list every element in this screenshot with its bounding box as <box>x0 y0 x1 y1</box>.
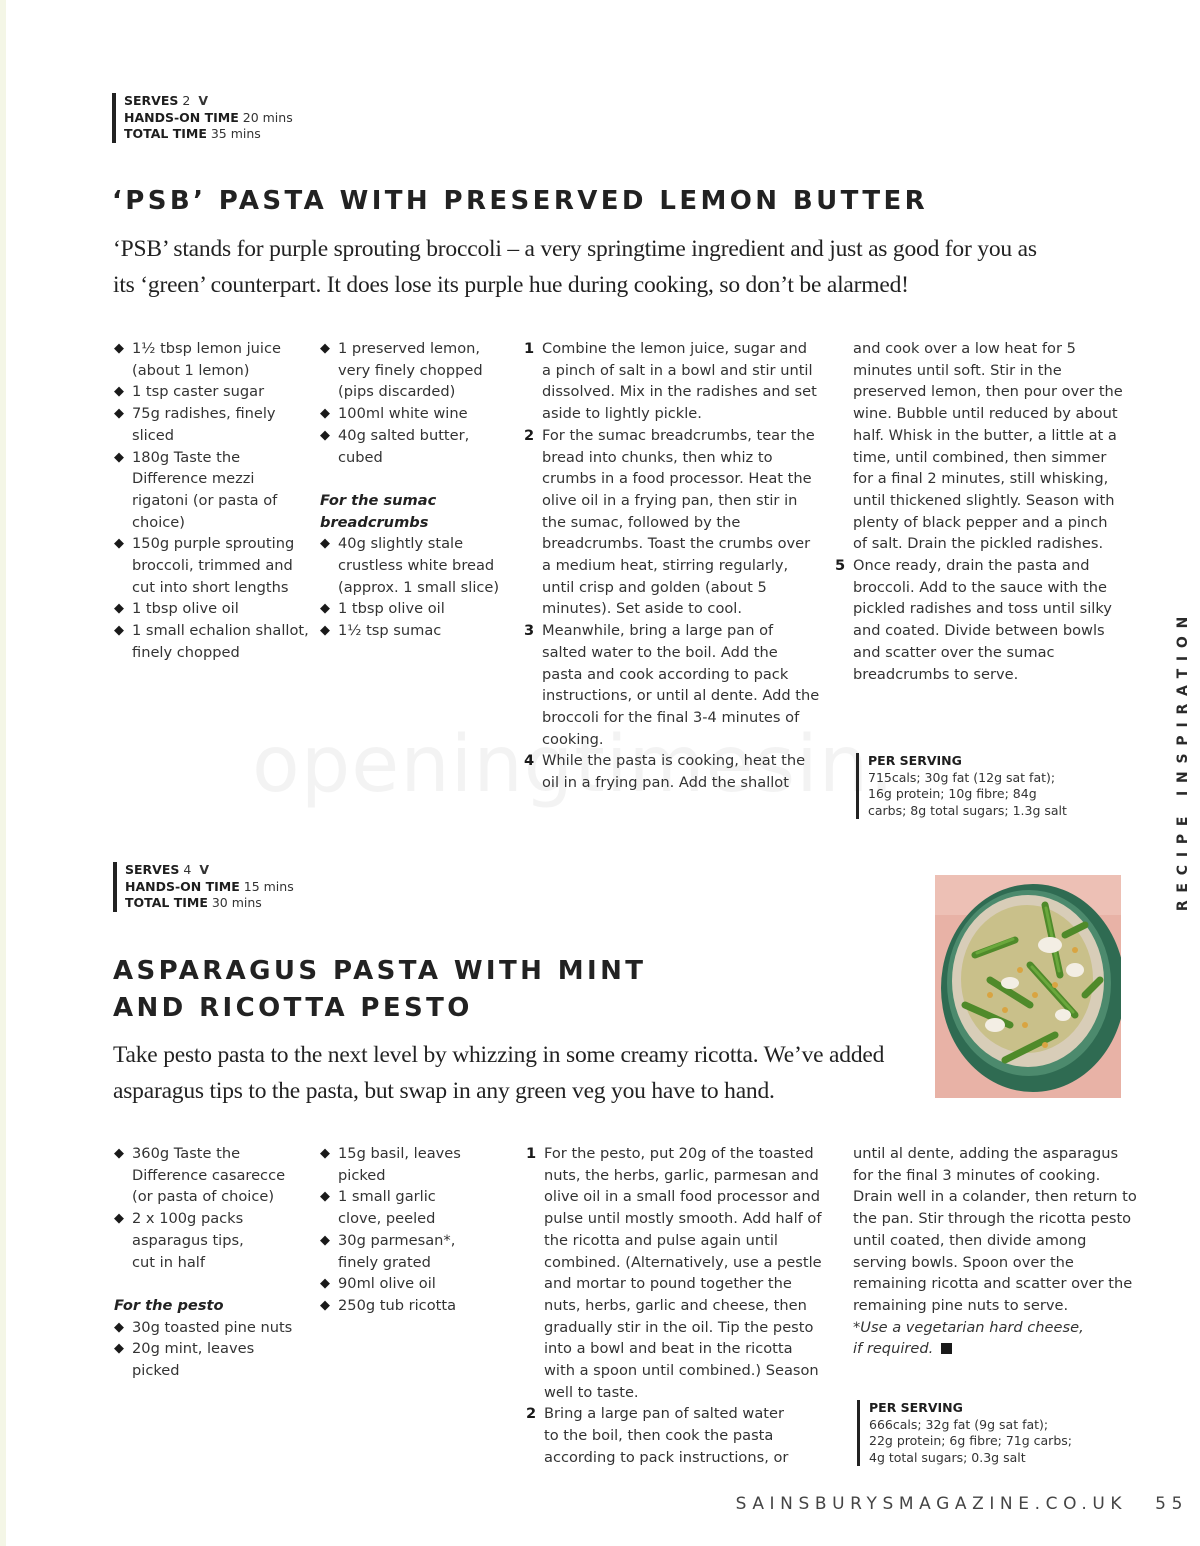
method-step: 5 Once ready, drain the pasta and broccoli. Add to the sauce with the pickled radishes and toss until silky and coated. Divide between bowls and scatter over the sumac breadcrumbs to serve. <box>835 557 1112 683</box>
diamond-bullet-icon: ◆ <box>320 1146 330 1161</box>
diamond-bullet-icon: ◆ <box>320 1276 330 1292</box>
diamond-bullet-icon: ◆ <box>320 536 330 552</box>
website-url: SAINSBURYSMAGAZINE.CO.UK <box>735 1494 1128 1514</box>
vegetarian-badge: V <box>198 93 208 108</box>
total-time: TOTAL TIME 30 mins <box>125 895 262 910</box>
ingredient-item: ◆ 75g radishes, finely sliced <box>114 405 276 444</box>
diamond-bullet-icon: ◆ <box>114 1341 124 1357</box>
method-step: 2 Bring a large pan of salted water to the boil, then cook the pasta according to pack instructions, or <box>526 1405 789 1466</box>
ingredient-item: ◆ 100ml white wine <box>320 403 510 425</box>
method-step: 2 For the sumac breadcrumbs, tear the bread into chunks, then whiz to crumbs in a food processor. Heat the olive oil in a frying pan, then stir in the sumac, followed by the breadcrumbs. Toast the crumbs over a medium heat, stirring regularly, until crisp and golden (about 5 minutes). Set aside to cool. <box>524 426 815 618</box>
ingredient-item: ◆ 40g slightly stale crustless white bread (approx. 1 small slice) <box>320 535 500 596</box>
step-number: 4 <box>524 752 535 770</box>
ingredient-item: ◆ 360g Taste the Difference casarecce (or pasta of choice) <box>114 1145 286 1206</box>
recipe-2-method-col-1 <box>526 1143 826 1469</box>
page-edge-strip <box>0 0 6 1546</box>
ingredient-item: ◆ 30g parmesan*, finely grated <box>320 1231 456 1271</box>
footnote: *Use a vegetarian hard cheese, if required. <box>853 1318 1084 1358</box>
ingredient-item: ◆ 1 tsp caster sugar <box>114 381 309 403</box>
recipe-1-ingredients-col-2 <box>320 338 510 642</box>
ingredient-item: ◆ 1 small garlic clove, peeled <box>320 1188 436 1228</box>
diamond-bullet-icon: ◆ <box>114 623 124 639</box>
serves-line: SERVES 2 V <box>124 93 208 108</box>
ingredient-item: ◆ 15g basil, leaves picked <box>320 1145 461 1184</box>
ingredient-item: ◆ 1½ tbsp lemon juice (about 1 lemon) <box>114 340 281 379</box>
recipe-1-intro: ‘PSB’ stands for purple sprouting broccoli – a very springtime ingredient and just as good for you as its ‘green’ counterpart. It does lose its purple hue during cooking, so don’t be alarmed! <box>113 236 1037 298</box>
diamond-bullet-icon: ◆ <box>114 1146 124 1161</box>
ingredient-item: ◆ 30g toasted pine nuts <box>114 1317 309 1339</box>
recipe-1-ingredients-col-1 <box>114 338 309 664</box>
ingredient-item: ◆ 1 tbsp olive oil <box>114 598 309 620</box>
diamond-bullet-icon: ◆ <box>320 341 330 356</box>
method-step: 4 While the pasta is cooking, heat the oil in a frying pan. Add the shallot <box>524 752 806 792</box>
section-label-vertical: RECIPE INSPIRATION <box>1175 608 1191 912</box>
diamond-bullet-icon: ◆ <box>114 406 124 422</box>
diamond-bullet-icon: ◆ <box>320 623 330 639</box>
diamond-bullet-icon: ◆ <box>320 406 330 422</box>
method-step-continued: until al dente, adding the asparagus for the final 3 minutes of cooking. Drain well in a colander, then return to the pan. Stir through the ricotta pesto until coated, then divide among serving bowls. Spoon over the remaining ricotta and scatter over the remaining pine nuts to serve. <box>853 1145 1137 1314</box>
step-number: 1 <box>524 340 535 357</box>
diamond-bullet-icon: ◆ <box>320 1297 330 1313</box>
serves-line: SERVES 4 V <box>125 862 209 877</box>
recipe-2-intro: Take pesto pasta to the next level by whizzing in some creamy ricotta. We’ve added asparagus tips to the pasta, but swap in any green veg you have to hand. <box>113 1042 885 1104</box>
ingredient-item: ◆ 1½ tsp sumac <box>320 620 510 642</box>
page-footer <box>736 1494 1188 1514</box>
nutrition-heading: PER SERVING <box>869 1400 963 1415</box>
ingredient-item: ◆ 40g salted butter, cubed <box>320 426 470 466</box>
recipe-2-title: ASPARAGUS PASTA WITH MINT AND RICOTTA PESTO <box>113 956 647 1023</box>
step-number: 1 <box>526 1145 537 1162</box>
ingredient-item: ◆ 150g purple sprouting broccoli, trimmed and cut into short lengths <box>114 535 295 596</box>
diamond-bullet-icon: ◆ <box>320 601 330 617</box>
nutrition-heading: PER SERVING <box>868 753 962 768</box>
diamond-bullet-icon: ◆ <box>320 427 330 443</box>
step-number: 3 <box>524 622 535 640</box>
step-number: 2 <box>524 426 535 444</box>
diamond-bullet-icon: ◆ <box>114 1211 124 1227</box>
method-step: 3 Meanwhile, bring a large pan of salted water to the boil. Add the pasta and cook according to pack instructions, or until al dente. Add the broccoli for the final 3-4 minutes of cooking. <box>524 622 820 748</box>
recipe-1-title: ‘PSB’ PASTA WITH PRESERVED LEMON BUTTER <box>112 186 929 216</box>
ingredient-item: ◆ 90ml olive oil <box>320 1273 480 1295</box>
total-time: TOTAL TIME 35 mins <box>124 126 261 141</box>
serves-count: 2 <box>182 93 191 108</box>
step-number: 5 <box>835 557 846 575</box>
recipe-2-meta <box>113 862 294 912</box>
ingredient-item: ◆ 180g Taste the Difference mezzi rigatoni (or pasta of choice) <box>114 448 278 531</box>
recipe-2-nutrition: PER SERVING 666cals; 32g fat (9g sat fat); 22g protein; 6g fibre; 71g carbs; 4g total sugars; 0.3g salt <box>857 1400 1109 1466</box>
diamond-bullet-icon: ◆ <box>320 1232 330 1248</box>
ingredient-item: ◆ 1 tbsp olive oil <box>320 598 510 620</box>
recipe-1-nutrition: PER SERVING 715cals; 30g fat (12g sat fat); 16g protein; 10g fibre; 84g carbs; 8g total sugars; 1.3g salt <box>856 753 1108 819</box>
method-step: 1 For the pesto, put 20g of the toasted nuts, the herbs, garlic, parmesan and olive oil in a small food processor and pulse until mostly smooth. Add half of the ricotta and pulse again until combined. (Alternatively, use a pestle and mortar to pound together the nuts, herbs, garlic and cheese, then gradually stir in the oil. Tip the pesto into a bowl and beat in the ricotta with a spoon until combined.) Season well to taste. <box>526 1145 822 1401</box>
method-step: 1 Combine the lemon juice, sugar and a pinch of salt in a bowl and stir until dissolved. Mix in the radishes and set aside to lightly pickle. <box>524 340 817 423</box>
diamond-bullet-icon: ◆ <box>114 384 124 400</box>
recipe-2-ingredients-col-2 <box>320 1143 480 1317</box>
diamond-bullet-icon: ◆ <box>114 449 124 465</box>
vegetarian-badge: V <box>199 862 209 877</box>
ingredient-item: ◆ 1 small echalion shallot, finely chopped <box>114 622 309 661</box>
serves-count: 4 <box>183 862 192 877</box>
diamond-bullet-icon: ◆ <box>114 1319 124 1335</box>
page-number: 55 <box>1155 1494 1188 1514</box>
diamond-bullet-icon: ◆ <box>320 1189 330 1205</box>
ingredient-item: ◆ 1 preserved lemon, very finely chopped (pips discarded) <box>320 340 483 401</box>
hands-on-time: HANDS-ON TIME 15 mins <box>125 878 294 894</box>
end-of-article-square-icon <box>941 1343 952 1354</box>
method-step-continued: and cook over a low heat for 5 minutes until soft. Stir in the preserved lemon, then pour over the wine. Bubble until reduced by about half. Whisk in the butter, a little at a time, until combined, then simmer for a final 2 minutes, still whisking, until thickened slightly. Season with plenty of black pepper and a pinch of salt. Drain the pickled radishes. <box>853 340 1123 553</box>
recipe-1-meta <box>112 93 293 143</box>
subsection-heading: For the sumac breadcrumbs <box>320 491 437 531</box>
recipe-1-method-col-2 <box>835 338 1125 685</box>
diamond-bullet-icon: ◆ <box>114 341 124 356</box>
diamond-bullet-icon: ◆ <box>114 536 124 552</box>
subsection-heading: For the pesto <box>114 1296 224 1314</box>
ingredient-item: ◆ 20g mint, leaves picked <box>114 1340 255 1380</box>
pasta-bowl-image <box>935 875 1121 1098</box>
hands-on-time: HANDS-ON TIME 20 mins <box>124 109 293 125</box>
recipe-2-method-col-2 <box>853 1143 1138 1360</box>
ingredient-item: ◆ 250g tub ricotta <box>320 1295 480 1317</box>
ingredient-item: ◆ 2 x 100g packs asparagus tips, cut in half <box>114 1210 244 1271</box>
recipe-2-photo <box>935 875 1121 1098</box>
recipe-2-ingredients-col-1 <box>114 1143 309 1382</box>
diamond-bullet-icon: ◆ <box>114 601 124 617</box>
recipe-1-method-col-1 <box>524 338 820 794</box>
step-number: 2 <box>526 1405 537 1423</box>
